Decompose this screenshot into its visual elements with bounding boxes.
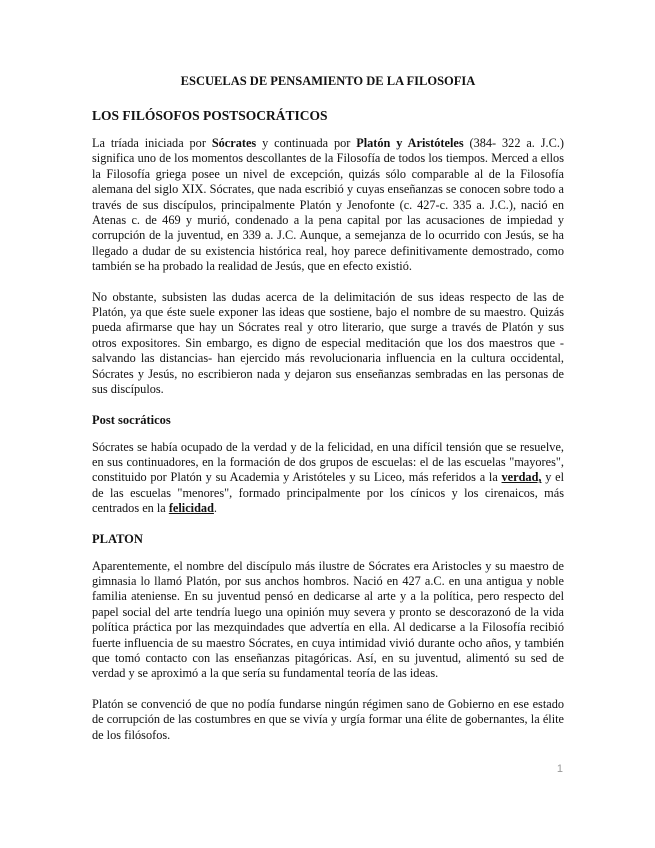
underlined-felicidad: felicidad [168,501,214,516]
underlined-verdad: verdad, [501,470,542,485]
document-title: ESCUELAS DE PENSAMIENTO DE LA FILOSOFIA [180,74,476,88]
paragraph-gobierno: Platón se convenció de que no podía fundarse ningún régimen sano de Gobierno en ese estado de corrupción de las costumbres en que se vivía y urgía formar una élite de gobernantes, la élite de los filósofos. [92,696,564,742]
text-run: La tríada iniciada por [92,136,212,150]
paragraph-triada [92,136,564,275]
paragraph-verdad-felicidad [92,440,564,517]
section-heading-post-socraticos: Post socráticos [92,412,171,427]
text-run: Sócrates se había ocupado de la verdad y de la felicidad, en una difícil tensión que se resuelve, en sus continuadores, en la formación de dos grupos de escuelas: el de las escuelas "mayores", constituido por Platón y su Academia y Aristóteles y su Liceo, más referidos a la [92,439,564,485]
section-heading-postsocraticos: LOS FILÓSOFOS POSTSOCRÁTICOS [92,108,328,123]
text-run: y el de las escuelas "menores", formado principalmente por los cínicos y los cirenaicos, más centrados en la [92,470,564,516]
text-run: (384- 322 a. J.C.) significa uno de los momentos descollantes de la Filosofía de todos los tiempos. Merced a ellos la Filosofía griega posee un nivel de excepción, quizás sólo comparable al de la Filosofía alemana del siglo XIX. Sócrates, que nada escribió y cuyas enseñanzas se conocen sobre todo a través de sus discípulos, principalmente Platón y Jenofonte (c. 427-c. 335 a. J.C.), nació en Atenas c. de 469 y murió, condenado a la pena capital por las acusaciones de impiedad y corrupción de la juventud, en 339 a. J.C. Aunque, a semejanza de lo ocurrido con Jesús, se ha llegado a dudar de su existencia histórica real, hoy parece definitivamente demostrado, como también se ha probado la realidad de Jesús, que en efecto existió. [92,136,564,274]
page-number: 1 [556,763,563,775]
section-heading-platon: PLATON [92,531,143,546]
bold-socrates: Sócrates [211,136,257,150]
text-run: y continuada por [256,136,357,150]
bold-platon-aristoteles: Platón y Aristóteles [356,136,464,150]
document-body [92,74,564,758]
paragraph-no-obstante: No obstante, subsisten las dudas acerca de la delimitación de sus ideas respecto de las de Platón, ya que éste suele exponer las ideas que sostiene, bajo el nombre de su maestro. Quizás pueda afirmarse que hay un Sócrates real y otro literario, que surge a través de Platón y sus otros expositores. Sin embargo, es digno de especial meditación que los dos maestros que -salvando las distancias- han ejercido más revolucionaria influencia en la cultura occidental, Sócrates y Jesús, no escribieron nada y dejaron sus enseñanzas sembradas en las personas de sus discípulos. [92,289,564,397]
paragraph-aristocles: Aparentemente, el nombre del discípulo más ilustre de Sócrates era Aristocles y su maestro de gimnasia lo llamó Platón, por sus anchos hombros. Nació en 427 a.C. en una antigua y noble familia ateniense. En su juventud pensó en dedicarse al arte y a la política, pero respecto del papel social del arte tendría luego una opinión muy severa y pronto se descorazonó de la vida política práctica por las mezquindades que advertía en ella. Al dedicarse a la Filosofía recibió fuerte influencia de su maestro Sócrates, en cuya intimidad vivió durante ocho años, y también que tomó contacto con las enseñanzas pitagóricas. Así, en su juventud, alimentó su sed de verdad y se aproximó a la que sería su fundamental teoría de las ideas. [92,558,564,681]
text-run: . [213,501,217,516]
